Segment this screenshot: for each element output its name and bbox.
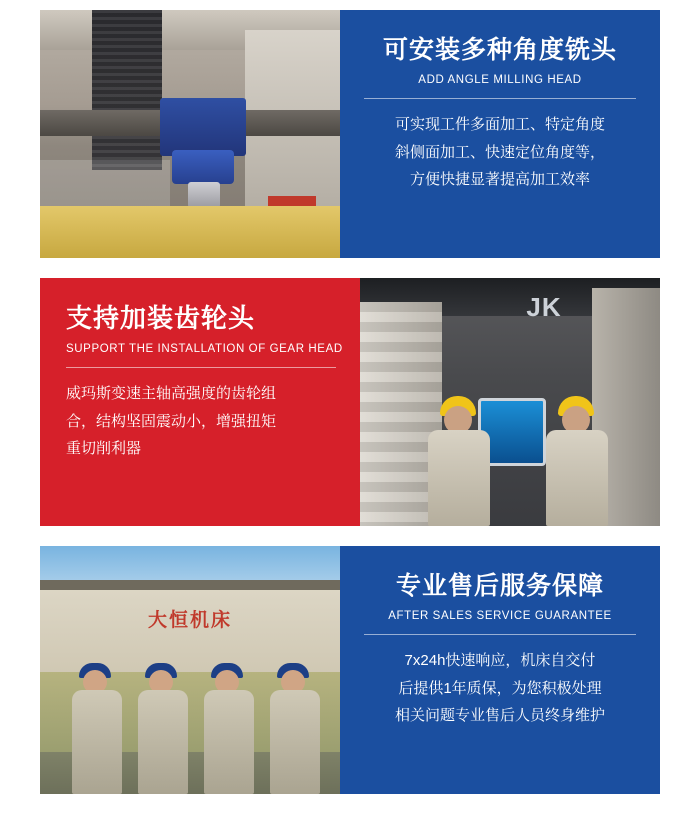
photo-milling-head-lower: [172, 150, 234, 184]
feature-block-gear-head: [40, 278, 660, 526]
photo-team-member: [198, 654, 260, 794]
feature-body-line: 重切削利器: [66, 440, 142, 458]
divider: [364, 98, 636, 99]
feature-body-line: 斜侧面加工、快速定位角度等，: [394, 143, 605, 161]
cnc-milling-head-photo: [40, 10, 340, 258]
photo-person-body: [204, 690, 254, 794]
feature-text-panel-after-sales: [340, 546, 660, 794]
feature-body-line: 后提供1年质保，为您积极处理: [398, 679, 602, 697]
building-sign: 大恒机床: [147, 610, 232, 631]
photo-person-body: [72, 690, 122, 794]
photo-window-glass: [40, 160, 170, 206]
feature-subtitle: SUPPORT THE INSTALLATION OF GEAR HEAD: [66, 342, 343, 355]
photo-worker-body: [428, 430, 490, 526]
machine-logo: JK: [526, 292, 562, 322]
photo-machine-table: [40, 206, 340, 258]
feature-subtitle: AFTER SALES SERVICE GUARANTEE: [388, 609, 612, 622]
feature-body-line: 可实现工件多面加工、特定角度: [394, 115, 605, 133]
feature-body-line: 合，结构坚固震动小，增强扭矩: [66, 412, 277, 430]
feature-body: [66, 380, 336, 463]
photo-team-member: [66, 654, 128, 794]
photo-worker: [540, 396, 614, 526]
photo-worker-body: [546, 430, 608, 526]
factory-workers-control-panel-photo: [360, 278, 660, 526]
feature-body-line: 相关问题专业售后人员终身维护: [394, 707, 605, 725]
photo-team-member: [264, 654, 326, 794]
feature-text-panel-gear-head: [40, 278, 360, 526]
feature-title: 可安装多种角度铣头: [382, 36, 617, 64]
photo-person-body: [270, 690, 320, 794]
photo-worker: [422, 396, 496, 526]
feature-body: [395, 111, 605, 194]
feature-text-panel-angle-milling-head: [340, 10, 660, 258]
photo-person-body: [138, 690, 188, 794]
service-team-photo: [40, 546, 340, 794]
divider: [364, 634, 636, 635]
divider: [66, 367, 336, 368]
feature-title: 专业售后服务保障: [395, 572, 604, 600]
feature-body-line: 方便快捷显著提高加工效率: [409, 171, 590, 189]
feature-body-line: 威玛斯变速主轴高强度的齿轮组: [66, 384, 277, 402]
photo-machine-column: [92, 10, 162, 170]
photo-milling-head: [160, 98, 246, 156]
feature-body-line: 7x24h快速响应，机床自交付: [404, 651, 596, 669]
photo-spindle: [188, 182, 220, 208]
feature-title: 支持加装齿轮头: [66, 303, 256, 333]
feature-block-angle-milling-head: [40, 10, 660, 258]
photo-team-member: [132, 654, 194, 794]
feature-block-after-sales: [40, 546, 660, 794]
photo-roofline: [40, 580, 340, 590]
feature-subtitle: ADD ANGLE MILLING HEAD: [418, 73, 582, 86]
feature-body: [395, 647, 605, 730]
